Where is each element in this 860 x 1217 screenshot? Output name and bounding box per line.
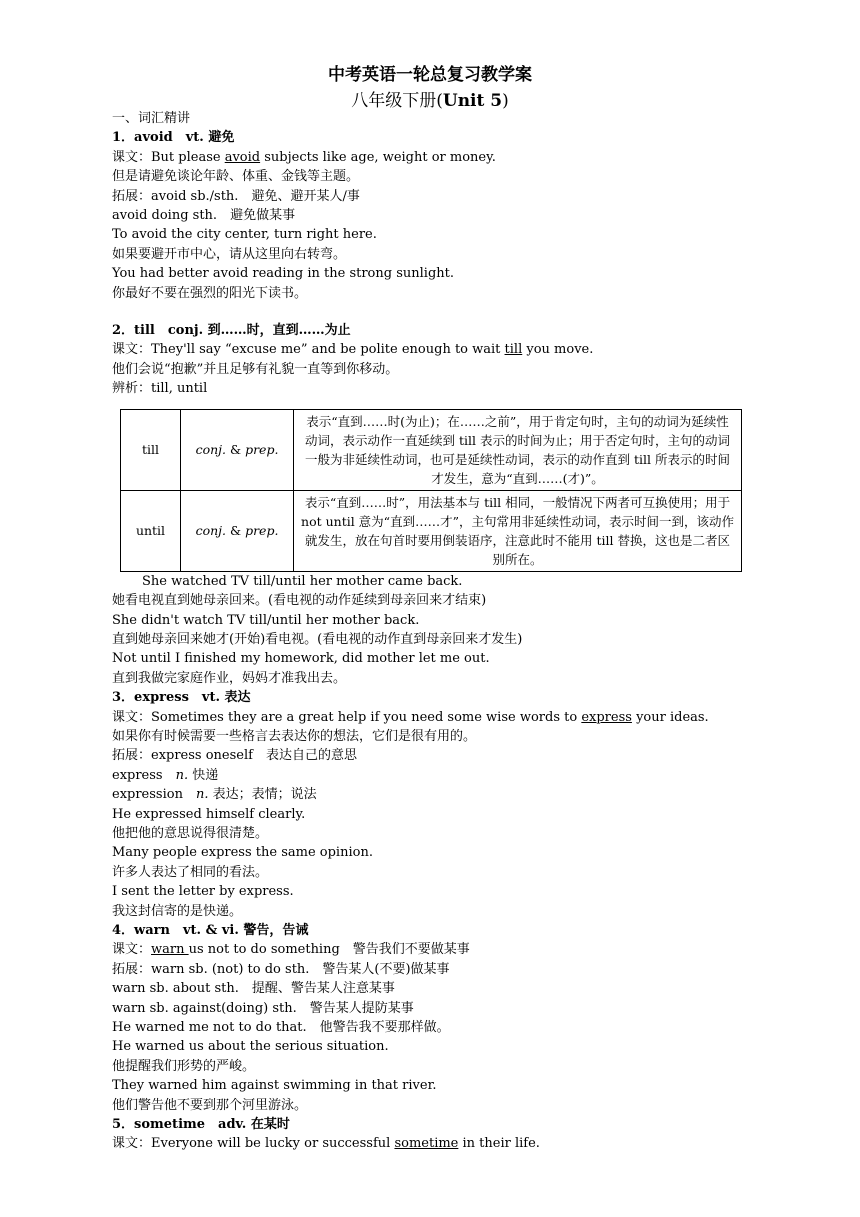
item5-heading: 5．sometime adv. 在某时: [112, 1117, 290, 1133]
item3-line: I sent the letter by express.: [112, 884, 294, 900]
item4-heading: 4．warn vt. & vi. 警告，告诫: [112, 923, 309, 938]
item2-example: 她看电视直到她母亲回来。(看电视的动作延续到母亲回来才结束): [112, 593, 487, 609]
item1-line: To avoid the city center, turn right here.: [112, 227, 377, 243]
item3-text-post: your ideas.: [631, 709, 709, 725]
section-title: 一、词汇精讲: [112, 111, 191, 126]
pos-b: prep.: [245, 442, 279, 458]
item2-text-pre: 课文：They'll say “excuse me” and be polite enough to wait: [112, 342, 505, 358]
item2-text-post: you move.: [522, 342, 594, 358]
item2-example: She watched TV till/until her mother came back.: [142, 573, 463, 589]
item1-line: avoid doing sth. 避免做某事: [112, 208, 296, 224]
comparison-table: [120, 409, 742, 572]
part-of-speech: n.: [175, 767, 189, 783]
item2-line: 辨析：till, until: [112, 381, 208, 397]
pos-a: conj.: [195, 523, 226, 539]
pos-amp: &: [226, 442, 246, 458]
table-row: [121, 490, 742, 571]
item3-line: 拓展：express oneself 表达自己的意思: [112, 748, 357, 764]
item1-text-pre: 课文：But please: [112, 149, 225, 165]
subtitle-prefix: 八年级下册(: [351, 91, 443, 111]
item2-text-keyword: till: [504, 342, 523, 358]
item5-text: [112, 1134, 762, 1153]
spacer: [112, 303, 762, 321]
item4-text-keyword: warn: [151, 942, 189, 958]
item1-text-post: subjects like age, weight or money.: [260, 149, 496, 165]
pos-amp: &: [226, 523, 246, 539]
item4-line: warn sb. about sth. 提醒、警告某人注意某事: [112, 981, 395, 997]
item4-line: 他提醒我们形势的严峻。: [112, 1058, 256, 1074]
item3-heading: 3．express vt. 表达: [112, 690, 251, 706]
table-cell-desc: 表示“直到……时”，用法基本与 till 相同，一般情况下两者可互换使用；用于 not until 意为“直到……才”，主句常用非延续性动词，表示时间一到，该动作就发生，放在句首时要用倒装语序，注意此时不能用 till 替换，这也是二者区别所在。: [294, 490, 742, 571]
item3-expression-noun: [112, 785, 762, 804]
item2-example: She didn't watch TV till/until her mother back.: [112, 612, 420, 628]
subtitle-unit: Unit 5: [442, 91, 503, 111]
item4-text-pre: 课文：: [112, 942, 152, 958]
item5-text-post: in their life.: [458, 1136, 540, 1152]
pos-a: conj.: [195, 442, 226, 458]
item5-text-pre: 课文：Everyone will be lucky or successful: [112, 1136, 395, 1152]
item2-example: 直到我做完家庭作业，妈妈才准我出去。: [112, 670, 347, 686]
word: express: [112, 767, 176, 783]
document-body: [112, 109, 762, 1154]
word: expression: [112, 787, 196, 803]
document-title: 中考英语一轮总复习教学案: [328, 65, 532, 85]
item2-line: 他们会说“抱歉”并且足够有礼貌一直等到你移动。: [112, 361, 399, 377]
meaning: 表达；表情；说法: [208, 787, 317, 803]
item5-text-keyword: sometime: [394, 1136, 459, 1152]
item2-text: [112, 340, 762, 359]
item4-line: 拓展：warn sb. (not) to do sth. 警告某人(不要)做某事: [112, 961, 450, 977]
item3-line: 他把他的意思说得很清楚。: [112, 825, 269, 841]
subtitle-suffix: ): [502, 91, 509, 111]
item1-line: You had better avoid reading in the strong sunlight.: [112, 266, 454, 282]
item1-text-keyword: avoid: [224, 149, 261, 165]
item4-text-post: us not to do something 警告我们不要做某事: [188, 942, 470, 958]
part-of-speech: n.: [195, 787, 209, 803]
table-cell-word: until: [121, 490, 181, 571]
item3-express-noun: [112, 766, 762, 785]
item4-text: [112, 940, 762, 959]
table-cell-pos: [181, 490, 294, 571]
item4-line: He warned us about the serious situation.: [112, 1039, 389, 1055]
pos-b: prep.: [245, 523, 279, 539]
table-cell-pos: [181, 409, 294, 490]
item4-line: They warned him against swimming in that river.: [112, 1078, 437, 1094]
item3-line: He expressed himself clearly.: [112, 806, 306, 822]
item3-text: [112, 708, 762, 727]
item4-line: 他们警告他不要到那个河里游泳。: [112, 1097, 308, 1113]
item4-line: warn sb. against(doing) sth. 警告某人提防某事: [112, 1000, 414, 1016]
table-cell-desc: 表示“直到……时(为止)；在……之前”，用于肯定句时，主句的动词为延续性动词，表示动作一直延续到 till 表示的时间为止；用于否定句时，主句的动词一般为非延续性动词，也可是延续性动词，表示的动作直到 till 所表示的时间才发生，意为“直到……(才)”。: [294, 409, 742, 490]
item1-line: 但是请避免谈论年龄、体重、金钱等主题。: [112, 169, 360, 185]
item1-text: [112, 148, 762, 167]
item4-line: He warned me not to do that. 他警告我不要那样做。: [112, 1020, 450, 1036]
item3-text-pre: 课文：Sometimes they are a great help if you need some wise words to: [112, 709, 582, 725]
item3-line: 如果你有时候需要一些格言去表达你的想法，它们是很有用的。: [112, 728, 477, 744]
item1-heading: 1．avoid vt. 避免: [112, 130, 235, 146]
item3-line: 我这封信寄的是快递。: [112, 903, 243, 919]
item1-line: 你最好不要在强烈的阳光下读书。: [112, 285, 308, 301]
item2-example: 直到她母亲回来她才(开始)看电视。(看电视的动作直到母亲回来才发生): [112, 631, 523, 647]
item1-line: 拓展：avoid sb./sth. 避免、避开某人/事: [112, 188, 360, 204]
item2-example: Not until I finished my homework, did mother let me out.: [112, 651, 490, 667]
document-subtitle: [0, 86, 860, 111]
table-cell-word: till: [121, 409, 181, 490]
item3-text-keyword: express: [581, 709, 632, 725]
table-row: [121, 409, 742, 490]
item2-heading: 2．till conj. 到……时，直到……为止: [112, 323, 351, 339]
item3-line: Many people express the same opinion.: [112, 845, 373, 861]
item1-line: 如果要避开市中心，请从这里向右转弯。: [112, 246, 347, 262]
item3-line: 许多人表达了相同的看法。: [112, 864, 269, 880]
meaning: 快递: [188, 767, 219, 783]
